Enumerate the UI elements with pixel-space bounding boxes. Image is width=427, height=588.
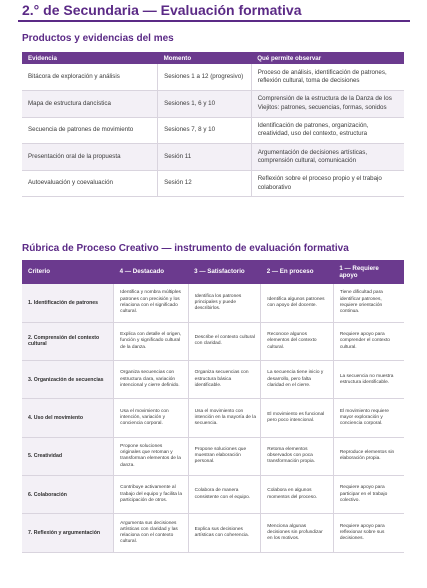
- level-1-cell: Requiere apoyo para reflexionar sobre sus decisiones.: [333, 514, 404, 552]
- level-4-cell: Explica con detalle el origen, función y significado cultural de la danza.: [114, 322, 188, 360]
- observation-cell: Argumentación de decisiones artísticas, comprensión cultural, comunicación: [251, 144, 404, 171]
- title-bar: [18, 0, 410, 22]
- level-2-cell: El movimiento es funcional pero poco intencional.: [261, 399, 334, 437]
- level-4-cell: Contribuye activamente al trabajo del equipo y facilita la participación de otros.: [114, 475, 188, 513]
- table-row: [22, 91, 404, 118]
- level-2-cell: Identifica algunos patrones con apoyo del docente.: [261, 284, 334, 322]
- evidence-table: [22, 52, 404, 197]
- column-header: Criterio: [22, 260, 114, 284]
- table-row: [22, 475, 404, 513]
- table-row: [22, 399, 404, 437]
- evidence-table-header-row: [22, 52, 404, 64]
- criterion-cell: 2. Comprensión del contexto cultural: [22, 322, 114, 360]
- title-divider: [18, 20, 410, 22]
- observation-cell: Reflexión sobre el proceso propio y el trabajo colaborativo: [251, 170, 404, 197]
- table-row: [22, 144, 404, 171]
- observation-cell: Comprensión de la estructura de la Danza de los Viejitos: patrones, secuencias, formas, sonidos: [251, 91, 404, 118]
- level-4-cell: Organiza secuencias con estructura clara, variación intencional y cierre definido.: [114, 361, 188, 399]
- observation-cell: Identificación de patrones, organización, creatividad, uso del contexto, estructura: [251, 117, 404, 144]
- moment-cell: Sesiones 1, 6 y 10: [158, 91, 252, 118]
- column-header: 1 — Requiere apoyo: [333, 260, 404, 284]
- level-3-cell: Organiza secuencias con estructura básica identificable.: [188, 361, 261, 399]
- level-3-cell: Describe el contexto cultural con claridad.: [188, 322, 261, 360]
- rubric-table: [22, 260, 404, 553]
- column-header: 3 — Satisfactorio: [188, 260, 261, 284]
- moment-cell: Sesión 12: [158, 170, 252, 197]
- level-3-cell: Usa el movimiento con intención en la mayoría de la secuencia.: [188, 399, 261, 437]
- level-3-cell: Colabora de manera consistente con el equipo.: [188, 475, 261, 513]
- moment-cell: Sesiones 7, 8 y 10: [158, 117, 252, 144]
- level-1-cell: El movimiento requiere mayor exploración y conciencia corporal.: [333, 399, 404, 437]
- table-row: [22, 361, 404, 399]
- evidence-section-heading: Productos y evidencias del mes: [22, 33, 174, 44]
- table-row: [22, 514, 404, 552]
- table-row: [22, 322, 404, 360]
- level-2-cell: Reconoce algunos elementos del contexto cultural.: [261, 322, 334, 360]
- level-4-cell: Identifica y nombra múltiples patrones con precisión y los relaciona con el significado cultural.: [114, 284, 188, 322]
- table-row: [22, 170, 404, 197]
- table-row: [22, 437, 404, 475]
- level-4-cell: Usa el movimiento con intención, variación y conciencia corporal.: [114, 399, 188, 437]
- criterion-cell: 3. Organización de secuencias: [22, 361, 114, 399]
- level-4-cell: Argumenta sus decisiones artísticas con claridad y las relaciona con el contexto cultural.: [114, 514, 188, 552]
- level-3-cell: Explica sus decisiones artísticas con coherencia.: [188, 514, 261, 552]
- evidence-cell: Secuencia de patrones de movimiento: [22, 117, 158, 144]
- column-header: 2 — En proceso: [261, 260, 334, 284]
- level-2-cell: Colabora en algunos momentos del proceso.: [261, 475, 334, 513]
- level-1-cell: Requiere apoyo para participar en el trabajo colectivo.: [333, 475, 404, 513]
- evidence-cell: Mapa de estructura dancística: [22, 91, 158, 118]
- page-title: 2.° de Secundaria — Evaluación formativa: [22, 2, 302, 18]
- level-2-cell: Menciona algunas decisiones sin profundizar en los motivos.: [261, 514, 334, 552]
- rubric-table-header-row: [22, 260, 404, 284]
- moment-cell: Sesiones 1 a 12 (progresivo): [158, 64, 252, 91]
- level-1-cell: Reproduce elementos sin elaboración propia.: [333, 437, 404, 475]
- column-header: Momento: [158, 52, 252, 64]
- criterion-cell: 5. Creatividad: [22, 437, 114, 475]
- level-1-cell: Tiene dificultad para identificar patrones, requiere orientación continua.: [333, 284, 404, 322]
- criterion-cell: 4. Uso del movimiento: [22, 399, 114, 437]
- criterion-cell: 6. Colaboración: [22, 475, 114, 513]
- column-header: Evidencia: [22, 52, 158, 64]
- level-3-cell: Identifica los patrones principales y puede describirlos.: [188, 284, 261, 322]
- column-header: 4 — Destacado: [114, 260, 188, 284]
- column-header: Qué permite observar: [251, 52, 404, 64]
- evidence-cell: Autoevaluación y coevaluación: [22, 170, 158, 197]
- criterion-cell: 7. Reflexión y argumentación: [22, 514, 114, 552]
- level-2-cell: Retoma elementos observados con poca transformación propia.: [261, 437, 334, 475]
- level-4-cell: Propone soluciones originales que retoman y transforman elementos de la danza.: [114, 437, 188, 475]
- table-row: [22, 64, 404, 91]
- level-3-cell: Propone soluciones que muestran elaboración personal.: [188, 437, 261, 475]
- observation-cell: Proceso de análisis, identificación de patrones, reflexión cultural, toma de decisiones: [251, 64, 404, 91]
- evidence-cell: Presentación oral de la propuesta: [22, 144, 158, 171]
- evidence-cell: Bitácora de exploración y análisis: [22, 64, 158, 91]
- level-2-cell: La secuencia tiene inicio y desarrollo, pero falta claridad en el cierre.: [261, 361, 334, 399]
- table-row: [22, 117, 404, 144]
- table-row: [22, 284, 404, 322]
- criterion-cell: 1. Identificación de patrones: [22, 284, 114, 322]
- moment-cell: Sesión 11: [158, 144, 252, 171]
- level-1-cell: Requiere apoyo para comprender el contexto cultural.: [333, 322, 404, 360]
- level-1-cell: La secuencia no muestra estructura identificable.: [333, 361, 404, 399]
- rubric-section-heading: Rúbrica de Proceso Creativo — instrumento de evaluación formativa: [22, 243, 349, 254]
